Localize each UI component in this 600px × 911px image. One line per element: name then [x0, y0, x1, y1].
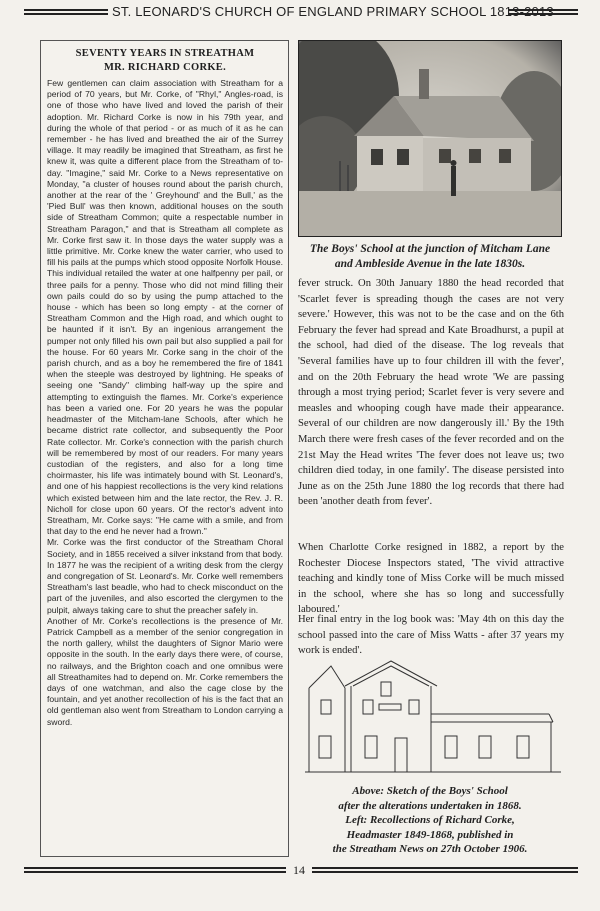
right-paragraph-1: fever struck. On 30th January 1880 the head recorded that 'Scarlet fever is spreading though the cases are not very severe.' However, this was not to be the case and on the 6th February the fever had spread and Kate Broadhurst, a pupil at the school, had died of the disease. The log reveals that 'Several families have up to four children ill with the fever', and on the 20th February the head wrote 'We are passing through a most trying period; Scarlet fever is very severe and measles and whooping cough have made their appearance. Several of our children are now dangerously ill.' By the 19th March there were fresh cases of the fever recorded and on the 21st May the Head writes 'The fever does not leave us; two children died today, in one family'. The disease persisted into June as on the 25th June 1880 the log records that there had been 'another death from fever'. — [298, 278, 564, 508]
right-column-paragraph-3 — [298, 612, 564, 659]
article-title-line1: SEVENTY YEARS IN STREATHAM — [75, 48, 255, 59]
article-title-line2: MR. RICHARD CORKE. — [103, 62, 227, 73]
footer-rule-right — [312, 867, 578, 873]
sketch-caption-line2: after the alterations undertaken in 1868. — [338, 799, 522, 812]
article-paragraph-3: Another of Mr. Corke's recollections is the presence of Mr. Patrick Campbell as a member of the senior congregation in the north gallery, whilst the daughters of Signor Mario were opposite in the south. In the early days there were, of course, no railways, and the Brighton coach and one omnibus were all Streathamites had to depend on. Mr. Corke remembers the days of one watchman, and also the cage close by the fountain, and yet another recollection of his is the fact that an old gentleman also went from Streatham to London carrying a sword. — [47, 615, 283, 727]
right-column-paragraph-2 — [298, 540, 564, 618]
sketch-caption-line4: Headmaster 1849-1868, published in — [346, 828, 514, 841]
photo-caption-line1: The Boys' School at the junction of Mitcham Lane — [309, 243, 551, 255]
sketch-caption-line5: the Streatham News on 27th October 1906. — [332, 843, 528, 855]
photo-caption-line2: and Ambleside Avenue in the late 1830s. — [334, 258, 526, 270]
right-column-paragraph-1 — [298, 276, 564, 510]
photo-caption — [296, 242, 564, 272]
sketch-caption — [296, 784, 564, 857]
footer-rule-left — [24, 867, 286, 873]
article-box — [40, 40, 289, 857]
page-number: 14 — [293, 863, 305, 877]
sketch-caption-line1: Above: Sketch of the Boys' School — [352, 785, 508, 797]
sketch-caption-line3: Left: Recollections of Richard Corke, — [345, 814, 515, 826]
right-paragraph-2: When Charlotte Corke resigned in 1882, a report by the Rochester Diocese Inspectors stated, 'The vivid attractive teaching and kindly tone of Miss Corke will be much missed in the school, where she has so long and successfully laboured.' — [298, 542, 564, 616]
right-paragraph-3: Her final entry in the log book was: 'May 4th on this day the school passed into the care of Miss Watts - after 37 years my work is ended'. — [298, 614, 564, 657]
page-header-title: ST. LEONARD'S CHURCH OF ENGLAND PRIMARY SCHOOL 1813-2013 — [112, 4, 554, 19]
article-paragraph-1: Few gentlemen can claim association with Streatham for a period of 70 years, but Mr. Corke, of "Rhyl," Angles-road, is one of those who have lived and loved the parish of their adoption. Mr. Richard Corke is now in his 79th year, and during the whole of that period - or as much of it as he can remember - he has lived and breathed the air of the Surrey village. It may readily be imagined that Streatham, as first he knew it, was quite a different place from the Streatham of to-day. "Imagine," said Mr. Corke to a News representative on Monday, "a cluster of houses round about the parish church, another at the rear of the ' Greyhound' and the Bull,' as the 'Pied Bull' was then known, additional houses on the south side of Streatham Common; quite a respectable number in Streatham Paragon," and that is Streatham all complete as Mr. Corke first saw it. In those days the water supply was a little primitive. Mr. Corke knew the water carrier, who used to fill his pails at the pumps which stood opposite Norfolk House. This individual retailed the water at one halfpenny per pail, or three pails for a penny. Those who did not mind filling their own pails could do so by using the pump attached to the house - which has been so long empty - at the corner of Streatham Common and the High road, and which ought to be haunted if it isn't. By an ingenious arrangement the pumper not only filled his own pail but also supplied a pail for the house. For 60 years Mr. Corke sang in the choir of the parish church, and as a boy he remembered the fire of 1841 when the steeple was destroyed by lightning. He speaks of seeing one "Sandy" climbing half-way up the spire and attempting to extinguish the flames. Mr. Corke's experience has been a varied one. For 20 years he was the popular headmaster of the Mitcham-lane Schools, after which he became district rate collector, and subsequently the Poor Rate collector. Mr. Corke's connection with the parish church will be remembered by most of our readers. For many years custodian of the registers, and also for a long time choirmaster, his life was intimately bound with St. Leonard's, and one of his happiest recollections is the very kind relations which existed between him and the late rector, the Rev. J. R. Nicholl for close upon 60 years. Of the rector's advent into Streatham, Mr. Corke says: "He came with a smile, and from that day to the end he never had a frown." — [47, 78, 283, 537]
article-paragraph-2: Mr. Corke was the first conductor of the Streatham Choral Society, and in 1855 received a silver inkstand from that body. In 1877 he was the recipient of a writing desk from the clergy and congregation of St. Leonard's. Mr. Corke well remembers Streatham's last beadle, who had to check misconduct on the part of the juveniles, and also escorted the clergymen to the pulpit, always taking care to shut the preacher safely in. — [47, 537, 283, 615]
school-sketch — [305, 660, 561, 778]
header-rule-right — [508, 9, 578, 15]
header-rule-left — [24, 9, 108, 15]
boys-school-photo — [298, 40, 562, 237]
